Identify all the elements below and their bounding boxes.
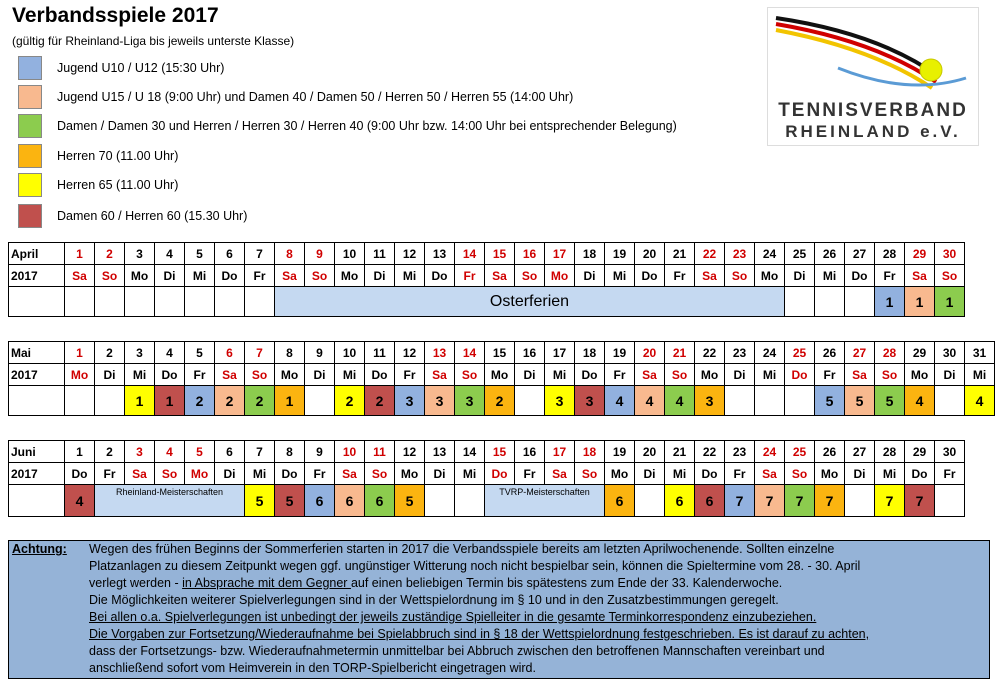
weekday: So [515,265,545,287]
day-number: 30 [935,243,965,265]
matchday-cell: 2 [335,386,365,416]
day-number: 31 [965,342,995,364]
day-number: 17 [545,342,575,364]
day-number: 16 [515,441,545,463]
weekday: So [785,463,815,485]
empty-day-cell [95,287,125,317]
empty-day-cell [245,287,275,317]
day-number: 5 [185,243,215,265]
day-number: 30 [935,441,965,463]
matchday-cell: 4 [965,386,995,416]
weekday: Mi [605,265,635,287]
matchday-cell: 6 [695,485,725,517]
legend-label: Herren 65 (11.00 Uhr) [57,178,179,192]
calendar-juni [8,440,965,517]
empty-day-cell [425,485,455,517]
matchday-cell: 2 [185,386,215,416]
legend-row [18,204,248,228]
matchday-cell: 7 [815,485,845,517]
weekday: Sa [905,265,935,287]
day-number: 28 [875,243,905,265]
matchday-cell: 3 [575,386,605,416]
weekday: Sa [65,265,95,287]
legend-swatch [18,114,42,138]
matchday-cell: 6 [305,485,335,517]
day-number: 6 [215,243,245,265]
day-number: 27 [845,342,875,364]
weekday: Do [425,265,455,287]
weekday: Fr [875,265,905,287]
day-number: 25 [785,342,815,364]
matchday-cell: 3 [395,386,425,416]
empty-day-cell [785,287,815,317]
legend-swatch [18,204,42,228]
weekday: Mi [185,265,215,287]
day-number: 21 [665,342,695,364]
weekday: Sa [275,265,305,287]
month-label: Mai [9,342,65,364]
day-number: 27 [845,441,875,463]
event-span: TVRP-Meisterschaften [485,485,605,517]
weekday: Do [905,463,935,485]
day-number: 17 [545,243,575,265]
matchday-cell: 5 [875,386,905,416]
weekday: Mi [545,364,575,386]
weekday: Di [935,364,965,386]
empty-day-cell [785,386,815,416]
matchday-cell: 1 [875,287,905,317]
weekday: So [365,463,395,485]
day-number: 15 [485,243,515,265]
legend-swatch [18,56,42,80]
day-number: 21 [665,243,695,265]
weekday: So [935,265,965,287]
weekday: Sa [125,463,155,485]
matchday-cell: 5 [845,386,875,416]
day-number: 20 [635,243,665,265]
logo [767,7,979,146]
day-number: 20 [635,441,665,463]
weekday: Mo [65,364,95,386]
weekday: Mo [335,265,365,287]
weekday: Fr [455,265,485,287]
notice-text: verlegt werden - [89,576,183,590]
weekday: So [305,265,335,287]
weekday: Mo [185,463,215,485]
year-label: 2017 [9,463,65,485]
day-number: 23 [725,342,755,364]
weekday: Sa [695,265,725,287]
weekday: Fr [95,463,125,485]
weekday: Fr [815,364,845,386]
notice-line: Wegen des frühen Beginns der Sommerferien starten in 2017 die Verbandsspiele bereits am letzten Aprilwochenende. Sollten einzelne [89,542,835,556]
day-number: 9 [305,441,335,463]
day-number: 28 [875,342,905,364]
empty-day-cell [845,485,875,517]
day-number: 25 [785,243,815,265]
matchday-cell: 1 [905,287,935,317]
legend-label: Damen / Damen 30 und Herren / Herren 30 / Herren 40 (9:00 Uhr bzw. 14:00 Uhr bei entsprechender Belegung) [57,119,677,133]
weekday: Do [365,364,395,386]
day-number: 23 [725,243,755,265]
weekday: Di [845,463,875,485]
weekday: Do [65,463,95,485]
weekday: Sa [335,463,365,485]
matchday-cell: 1 [935,287,965,317]
day-number: 3 [125,243,155,265]
weekday: Do [275,463,305,485]
weekday: Mo [485,364,515,386]
weekday: So [725,265,755,287]
notice-line: Platzanlagen zu diesem Zeitpunkt wegen ggf. ungünstiger Witterung noch nicht bespielbar sein, können die Spieltermine vom 28. - 30. April [89,559,861,573]
empty-day-cell [755,386,785,416]
weekday: Fr [515,463,545,485]
weekday: Sa [755,463,785,485]
matchday-cell: 7 [905,485,935,517]
day-number: 26 [815,243,845,265]
weekday: Di [425,463,455,485]
matchday-cell: 4 [665,386,695,416]
weekday: Mi [965,364,995,386]
day-number: 1 [65,342,95,364]
legend-row [18,85,574,109]
weekday: Mo [275,364,305,386]
day-number: 15 [485,342,515,364]
matchday-cell: 4 [635,386,665,416]
day-number: 11 [365,243,395,265]
weekday: Mi [395,265,425,287]
legend-row [18,114,677,138]
legend-row [18,173,179,197]
day-number: 19 [605,441,635,463]
weekday: So [665,364,695,386]
legend-label: Jugend U10 / U12 (15:30 Uhr) [57,61,225,75]
day-number: 8 [275,342,305,364]
empty-day-cell [95,386,125,416]
weekday: Di [725,364,755,386]
day-number: 14 [455,243,485,265]
weekday: Do [785,364,815,386]
weekday: Mo [695,364,725,386]
weekday: Sa [425,364,455,386]
empty-day-cell [635,485,665,517]
day-number: 18 [575,441,605,463]
day-number: 22 [695,243,725,265]
notice-line: dass der Fortsetzungs- bzw. Wiederaufnahmetermin unmittelbar bei Abbruch zwischen den betroffenen Mannschaften vereinbart und [89,644,825,658]
month-label: Juni [9,441,65,463]
weekday: Do [635,265,665,287]
empty-day-cell [725,386,755,416]
weekday: Di [305,364,335,386]
matchday-cell: 7 [755,485,785,517]
matchday-cell: 5 [245,485,275,517]
empty-day-cell [65,287,95,317]
day-number: 28 [875,441,905,463]
day-number: 7 [245,243,275,265]
weekday: Fr [305,463,335,485]
day-number: 2 [95,243,125,265]
day-number: 5 [185,441,215,463]
weekday: Mi [455,463,485,485]
legend-label: Damen 60 / Herren 60 (15.30 Uhr) [57,209,248,223]
day-number: 27 [845,243,875,265]
day-number: 6 [215,342,245,364]
weekday: Mo [395,463,425,485]
day-number: 30 [935,342,965,364]
weekday: Mo [545,265,575,287]
day-number: 2 [95,342,125,364]
day-number: 18 [575,342,605,364]
notice-line-3 [89,576,782,590]
day-number: 29 [905,243,935,265]
empty-day-cell [815,287,845,317]
day-number: 22 [695,342,725,364]
weekday: Fr [935,463,965,485]
legend-row [18,144,179,168]
weekday: Di [215,463,245,485]
weekday: So [245,364,275,386]
weekday: Di [515,364,545,386]
matchday-cell: 7 [785,485,815,517]
day-number: 2 [95,441,125,463]
day-number: 14 [455,342,485,364]
empty-day-cell [305,386,335,416]
weekday: Mo [755,265,785,287]
weekday: Di [365,265,395,287]
tennis-ball-logo-icon [768,8,978,98]
notice-heading: Achtung: [12,542,67,556]
matchday-cell: 1 [155,386,185,416]
empty-day-cell [155,287,185,317]
empty-day-cell [125,287,155,317]
day-number: 7 [245,342,275,364]
day-number: 17 [545,441,575,463]
weekday: Fr [605,364,635,386]
weekday: So [155,463,185,485]
weekday: Sa [635,364,665,386]
day-number: 26 [815,441,845,463]
day-number: 20 [635,342,665,364]
day-number: 3 [125,342,155,364]
matchday-cell: 4 [605,386,635,416]
weekday: So [95,265,125,287]
notice-underlined: in Absprache mit dem Gegner [182,576,351,590]
notice-box [8,540,990,679]
day-number: 19 [605,342,635,364]
weekday: Fr [185,364,215,386]
day-number: 12 [395,441,425,463]
matchday-cell: 6 [665,485,695,517]
matchday-cell: 5 [275,485,305,517]
notice-line: anschließend sofort vom Heimverein in den TORP-Spielbericht eingetragen wird. [89,661,536,675]
legend-label: Herren 70 (11.00 Uhr) [57,149,179,163]
matchday-cell: 7 [725,485,755,517]
day-number: 8 [275,441,305,463]
weekday: Fr [725,463,755,485]
notice-line: Die Möglichkeiten weiterer Spielverlegungen sind in der Wettspielordnung im § 10 und in den Zusatzbestimmungen geregelt. [89,593,779,607]
matchday-cell: 6 [365,485,395,517]
legend-swatch [18,144,42,168]
day-number: 26 [815,342,845,364]
logo-line-2: RHEINLAND e.V. [785,122,961,141]
day-number: 11 [365,342,395,364]
day-number: 4 [155,243,185,265]
empty-day-cell [215,287,245,317]
empty-day-cell [455,485,485,517]
day-number: 13 [425,441,455,463]
weekday: Mi [665,463,695,485]
day-number: 7 [245,441,275,463]
weekday: Mi [125,364,155,386]
matchday-cell: 2 [215,386,245,416]
weekday: Mo [815,463,845,485]
logo-line-1: TENNISVERBAND [778,100,968,121]
day-number: 29 [905,441,935,463]
day-number: 12 [395,243,425,265]
weekday: Mi [245,463,275,485]
weekday: Do [155,364,185,386]
day-number: 25 [785,441,815,463]
matchday-cell: 2 [245,386,275,416]
weekday: Sa [485,265,515,287]
matchday-cell: 2 [485,386,515,416]
day-number: 19 [605,243,635,265]
matchday-cell: 5 [815,386,845,416]
day-number: 10 [335,441,365,463]
weekday: Do [485,463,515,485]
weekday: Fr [245,265,275,287]
matchday-cell: 3 [455,386,485,416]
empty-day-cell [845,287,875,317]
day-number: 5 [185,342,215,364]
weekday: Di [635,463,665,485]
day-number: 10 [335,243,365,265]
day-number: 24 [755,342,785,364]
matchday-cell: 7 [875,485,905,517]
weekday: Mi [335,364,365,386]
weekday: Fr [395,364,425,386]
day-number: 9 [305,243,335,265]
weekday: Sa [845,364,875,386]
matchday-cell: 6 [335,485,365,517]
matchday-cell: 3 [545,386,575,416]
empty-day-cell [935,485,965,517]
day-number: 13 [425,243,455,265]
weekday: Mi [755,364,785,386]
weekday: Mo [125,265,155,287]
weekday: Do [695,463,725,485]
weekday: So [875,364,905,386]
day-number: 3 [125,441,155,463]
weekday: Do [575,364,605,386]
holiday-span: Osterferien [275,287,785,317]
legend-label: Jugend U15 / U 18 (9:00 Uhr) und Damen 40 / Damen 50 / Herren 50 / Herren 55 (14:00 Uhr) [57,90,574,104]
weekday: Di [155,265,185,287]
page-title: Verbandsspiele 2017 [12,4,219,27]
weekday: So [575,463,605,485]
weekday: Sa [215,364,245,386]
day-number: 22 [695,441,725,463]
weekday: Mi [875,463,905,485]
day-number: 15 [485,441,515,463]
legend-swatch [18,173,42,197]
empty-cell [9,485,65,517]
day-number: 9 [305,342,335,364]
day-number: 23 [725,441,755,463]
year-label: 2017 [9,265,65,287]
day-number: 16 [515,342,545,364]
weekday: Mo [605,463,635,485]
calendar-mai [8,341,995,416]
day-number: 1 [65,441,95,463]
day-number: 16 [515,243,545,265]
day-number: 11 [365,441,395,463]
weekday: Do [215,265,245,287]
matchday-cell: 2 [365,386,395,416]
weekday: Sa [545,463,575,485]
day-number: 24 [755,441,785,463]
empty-day-cell [935,386,965,416]
day-number: 21 [665,441,695,463]
page-subtitle: (gültig für Rheinland-Liga bis jeweils unterste Klasse) [12,34,295,48]
day-number: 29 [905,342,935,364]
weekday: Di [95,364,125,386]
empty-day-cell [185,287,215,317]
matchday-cell: 1 [125,386,155,416]
empty-day-cell [65,386,95,416]
day-number: 4 [155,342,185,364]
notice-line: Bei allen o.a. Spielverlegungen ist unbedingt der jeweils zuständige Spielleiter in die gesamte Terminkorrespondenz einzubeziehen. [89,610,817,624]
weekday: Mi [815,265,845,287]
day-number: 13 [425,342,455,364]
weekday: Do [845,265,875,287]
day-number: 10 [335,342,365,364]
empty-cell [9,386,65,416]
legend-swatch [18,85,42,109]
weekday: Mo [905,364,935,386]
matchday-cell: 3 [425,386,455,416]
empty-cell [9,287,65,317]
day-number: 8 [275,243,305,265]
day-number: 24 [755,243,785,265]
weekday: Di [575,265,605,287]
matchday-cell: 4 [905,386,935,416]
year-label: 2017 [9,364,65,386]
calendar-april [8,242,965,317]
event-span: Rheinland-Meisterschaften [95,485,245,517]
matchday-cell: 1 [275,386,305,416]
weekday: So [455,364,485,386]
day-number: 4 [155,441,185,463]
day-number: 14 [455,441,485,463]
matchday-cell: 4 [65,485,95,517]
matchday-cell: 6 [605,485,635,517]
weekday: Di [785,265,815,287]
notice-text: auf einen beliebigen Termin bis spätestens zum Ende der 33. Kalenderwoche. [350,576,783,590]
day-number: 18 [575,243,605,265]
month-label: April [9,243,65,265]
day-number: 6 [215,441,245,463]
matchday-cell: 5 [395,485,425,517]
day-number: 12 [395,342,425,364]
empty-day-cell [515,386,545,416]
legend-row [18,56,225,80]
weekday: Fr [665,265,695,287]
day-number: 1 [65,243,95,265]
notice-line: Die Vorgaben zur Fortsetzung/Wiederaufnahme bei Spielabbruch sind in § 18 der Wettspielordnung festgeschrieben. Es ist darauf zu achten, [89,627,870,641]
matchday-cell: 3 [695,386,725,416]
